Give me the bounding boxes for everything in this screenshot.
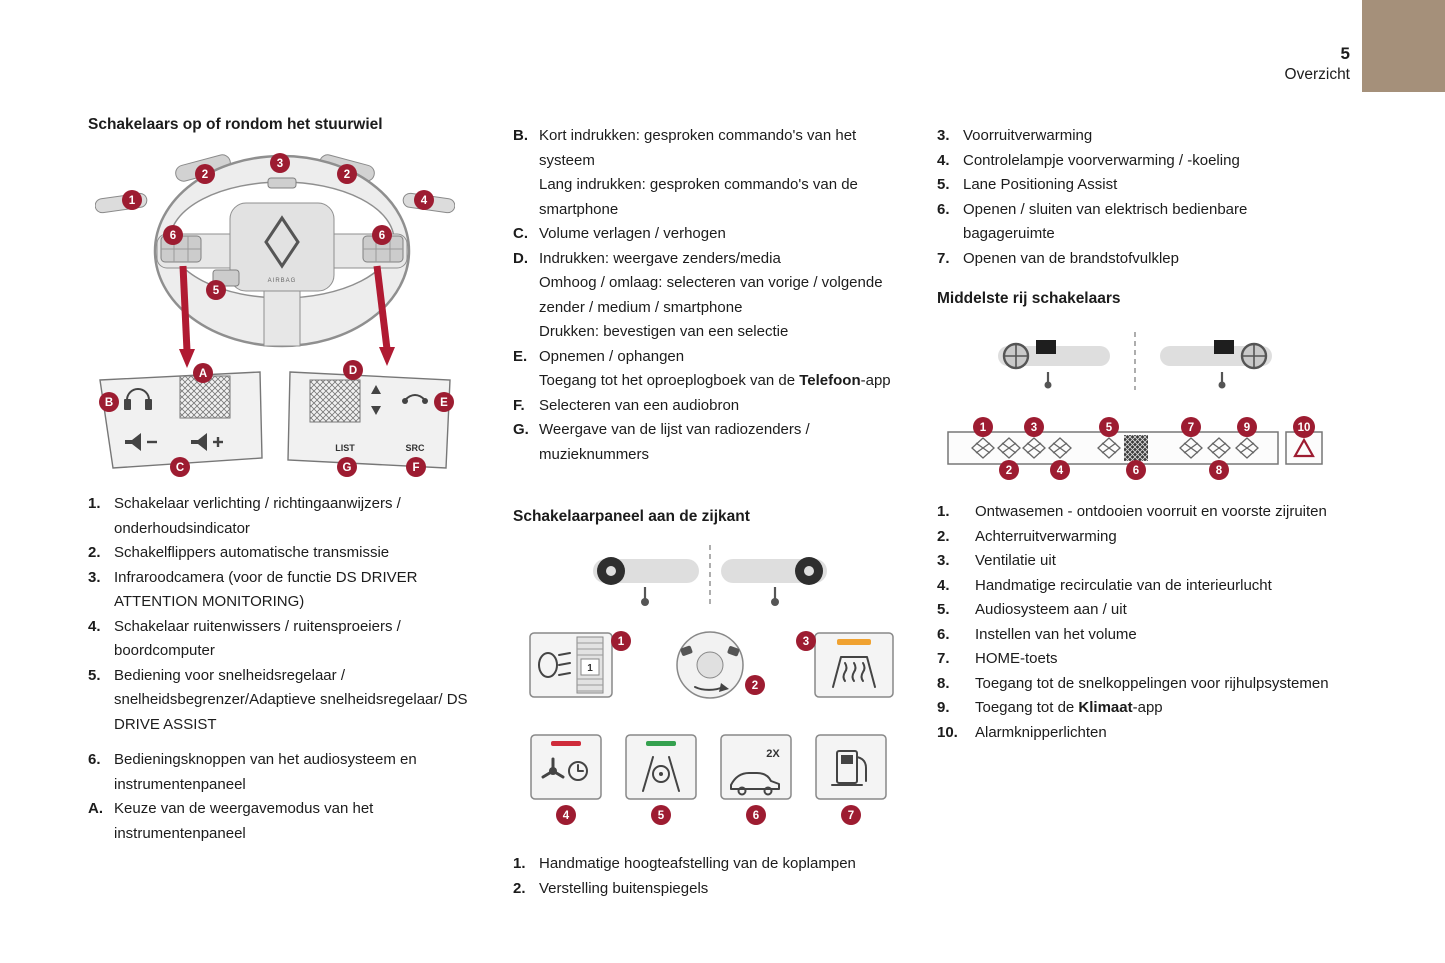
fuel-flap-switch: [816, 735, 886, 799]
svg-text:A: A: [198, 368, 208, 380]
green-indicator-bar: [646, 741, 676, 746]
callout-badge-6-left: [163, 225, 183, 245]
callout-badge-1: [973, 417, 993, 437]
list-item: 7. HOME-toets: [937, 650, 1058, 667]
callout-badge-9: [1237, 417, 1257, 437]
callout-badge-3: [270, 153, 290, 173]
defrost-indicator-bar: [837, 639, 871, 645]
callout-badge-6: [1126, 460, 1146, 480]
airbag-label: AIRBAG: [267, 278, 297, 284]
svg-text:2: 2: [201, 169, 209, 181]
callout-badge-d: [343, 360, 363, 380]
list-item: 6. Bedieningsknoppen van het audiosysteem en instrumentenpaneel: [88, 751, 417, 793]
selector-pad-icon: [310, 380, 360, 422]
page-header: [1100, 44, 1350, 86]
red-indicator-bar: [551, 741, 581, 746]
callout-badge-2-left: [195, 164, 215, 184]
callout-badge-g: [337, 457, 357, 477]
heading-steering-wheel-switches: Schakelaars op of rondom het stuurwiel: [88, 116, 383, 133]
lhd-cockpit-icon: [593, 557, 699, 606]
callout-badge-3: [796, 631, 816, 651]
steering-wheel-illustration: [95, 148, 455, 483]
svg-text:6: 6: [752, 810, 760, 822]
page-number: 5: [1340, 44, 1350, 63]
list-item: B. Kort indrukken: gesproken commando's van het systeem Lang indrukken: gesproken commando's van de smartphone: [513, 127, 858, 218]
list-item: D. Indrukken: weergave zenders/media Omhoog / omlaag: selecteren van vorige / volgende zender / medium / smartphone Drukken: bevestigen van een selectie: [513, 249, 883, 340]
recirculation-timer-switch: [531, 735, 601, 799]
mirror-adjust-knob: [677, 632, 743, 698]
side-panel-legend-continued: [937, 124, 1335, 271]
src-button-label: SRC: [405, 443, 425, 453]
callout-badge-4: [1050, 460, 1070, 480]
svg-text:E: E: [440, 397, 448, 409]
callout-badge-1: [122, 190, 142, 210]
callout-badge-6: [746, 805, 766, 825]
callout-badge-b: [99, 392, 119, 412]
list-item: 6. Instellen van het volume: [937, 625, 1137, 643]
rhd-cockpit-icon: [721, 557, 827, 606]
list-item: 5. Audiosysteem aan / uit: [937, 601, 1127, 618]
list-item: 10. Alarmknipperlichten: [937, 723, 1107, 741]
svg-text:2: 2: [1005, 465, 1013, 477]
lane-assist-switch: [626, 735, 696, 799]
heading-side-switch-panel: Schakelaarpaneel aan de zijkant: [513, 508, 750, 525]
svg-text:1: 1: [128, 195, 136, 207]
svg-text:7: 7: [1187, 422, 1195, 434]
list-item: 7. Openen van de brandstofvulklep: [937, 249, 1179, 267]
svg-text:G: G: [342, 462, 352, 474]
list-item: 2. Achterruitverwarming: [937, 527, 1117, 545]
middle-row-legend-list: [937, 500, 1335, 745]
svg-text:3: 3: [1030, 422, 1038, 434]
heading-middle-row-switches: Middelste rij schakelaars: [937, 290, 1121, 307]
svg-text:2: 2: [751, 680, 759, 692]
svg-text:8: 8: [1215, 465, 1223, 477]
wheel-legend-letters-list: [513, 124, 908, 467]
middle-row-switches-illustration: [940, 332, 1330, 484]
list-item: 1. Ontwasemen - ontdooien voorruit en voorste zijruiten: [937, 503, 1327, 520]
corner-tab: [1362, 0, 1445, 92]
section-title: Overzicht: [1284, 66, 1350, 83]
callout-badge-6-right: [372, 225, 392, 245]
svg-text:3: 3: [802, 636, 810, 648]
svg-text:6: 6: [1132, 465, 1140, 477]
svg-text:5: 5: [212, 285, 220, 297]
list-item: 9. Toegang tot de Klimaat-app: [937, 699, 1163, 716]
svg-text:4: 4: [1056, 465, 1064, 477]
callout-badge-2-right: [337, 164, 357, 184]
list-item: 3. Voorruitverwarming: [937, 127, 1093, 144]
callout-badge-5: [1099, 417, 1119, 437]
list-item: G. Weergave van de lijst van radiozenders / muzieknummers: [513, 421, 810, 463]
callout-badge-5: [651, 805, 671, 825]
list-item: E. Opnemen / ophangen Toegang tot het oproeplogboek van de Telefoon-app: [513, 347, 891, 389]
svg-text:9: 9: [1243, 422, 1251, 434]
list-item: 4. Schakelaar ruitenwissers / ruitensproeiers / boordcomputer: [88, 617, 401, 659]
boot-open-switch: [721, 735, 791, 799]
list-item: 5. Lane Positioning Assist: [937, 176, 1118, 193]
list-item: 1. Schakelaar verlichting / richtingaanwijzers / onderhoudsindicator: [88, 495, 401, 537]
svg-text:4: 4: [420, 195, 428, 207]
list-button-label: LIST: [335, 443, 355, 453]
callout-badge-2: [745, 675, 765, 695]
side-switch-panel-illustration: [515, 545, 905, 845]
callout-badge-3: [1024, 417, 1044, 437]
list-item: 4. Handmatige recirculatie van de interieurlucht: [937, 576, 1272, 594]
svg-text:6: 6: [378, 230, 386, 242]
callout-badge-c: [170, 457, 190, 477]
callout-badge-e: [434, 392, 454, 412]
callout-badge-7: [841, 805, 861, 825]
list-item: 5. Bediening voor snelheidsregelaar / snelheidsbegrenzer/Adaptieve snelheidsregelaar/ DS DRIVE ASSIST: [88, 666, 468, 733]
svg-text:C: C: [175, 462, 185, 474]
list-item: A. Keuze van de weergavemodus van het instrumentenpaneel: [88, 800, 374, 842]
windscreen-defrost-switch: [815, 633, 893, 697]
svg-text:5: 5: [657, 810, 665, 822]
svg-text:6: 6: [169, 230, 177, 242]
infrared-camera-icon: [268, 178, 296, 188]
left-switch-panel: [100, 372, 262, 468]
svg-text:10: 10: [1297, 422, 1311, 434]
svg-text:7: 7: [847, 810, 855, 822]
svg-text:1: 1: [617, 636, 625, 648]
svg-text:4: 4: [562, 810, 570, 822]
callout-badge-7: [1181, 417, 1201, 437]
list-item: 4. Controlelampje voorverwarming / -koeling: [937, 151, 1240, 169]
side-switch-panel-figure: [515, 545, 905, 850]
list-item: F. Selecteren van een audiobron: [513, 396, 740, 414]
callout-badge-10: [1293, 416, 1315, 438]
callout-badge-4: [556, 805, 576, 825]
wheel-legend-list: [88, 492, 486, 846]
list-item: 2. Verstelling buitenspiegels: [513, 879, 709, 897]
svg-text:2: 2: [343, 169, 351, 181]
rhd-dashboard-icon: [1160, 340, 1272, 389]
callout-badge-4: [414, 190, 434, 210]
headlamp-leveling-switch: [530, 633, 612, 697]
list-item: 1. Handmatige hoogteafstelling van de koplampen: [513, 855, 856, 872]
callout-badge-8: [1209, 460, 1229, 480]
side-panel-legend-list: [513, 852, 908, 901]
svg-text:B: B: [104, 397, 114, 409]
steering-wheel-figure: [95, 148, 455, 488]
middle-row-switches-figure: [940, 332, 1330, 489]
callout-badge-2: [999, 460, 1019, 480]
list-item: 2. Schakelflippers automatische transmissie: [88, 544, 390, 561]
svg-text:5: 5: [1105, 422, 1113, 434]
list-item: 3. Infraroodcamera (voor de functie DS DRIVER ATTENTION MONITORING): [88, 568, 418, 610]
callout-badge-f: [406, 457, 426, 477]
svg-text:F: F: [412, 462, 420, 474]
wheel-bottom-spoke: [264, 288, 300, 346]
2x-label: 2X: [766, 748, 780, 760]
switch-strip: [948, 432, 1322, 464]
svg-text:3: 3: [276, 158, 284, 170]
right-switch-panel: [288, 372, 450, 468]
dial-position-label: 1: [587, 663, 593, 674]
svg-text:1: 1: [979, 422, 987, 434]
list-item: 6. Openen / sluiten van elektrisch bedienbare bagageruimte: [937, 200, 1248, 242]
callout-badge-a: [193, 363, 213, 383]
callout-badge-5: [206, 280, 226, 300]
list-item: 8. Toegang tot de snelkoppelingen voor rijhulpsystemen: [937, 674, 1329, 692]
lhd-dashboard-icon: [998, 340, 1110, 389]
callout-badge-1: [611, 631, 631, 651]
svg-text:D: D: [348, 365, 358, 377]
list-item: C. Volume verlagen / verhogen: [513, 225, 726, 242]
list-item: 3. Ventilatie uit: [937, 552, 1056, 569]
